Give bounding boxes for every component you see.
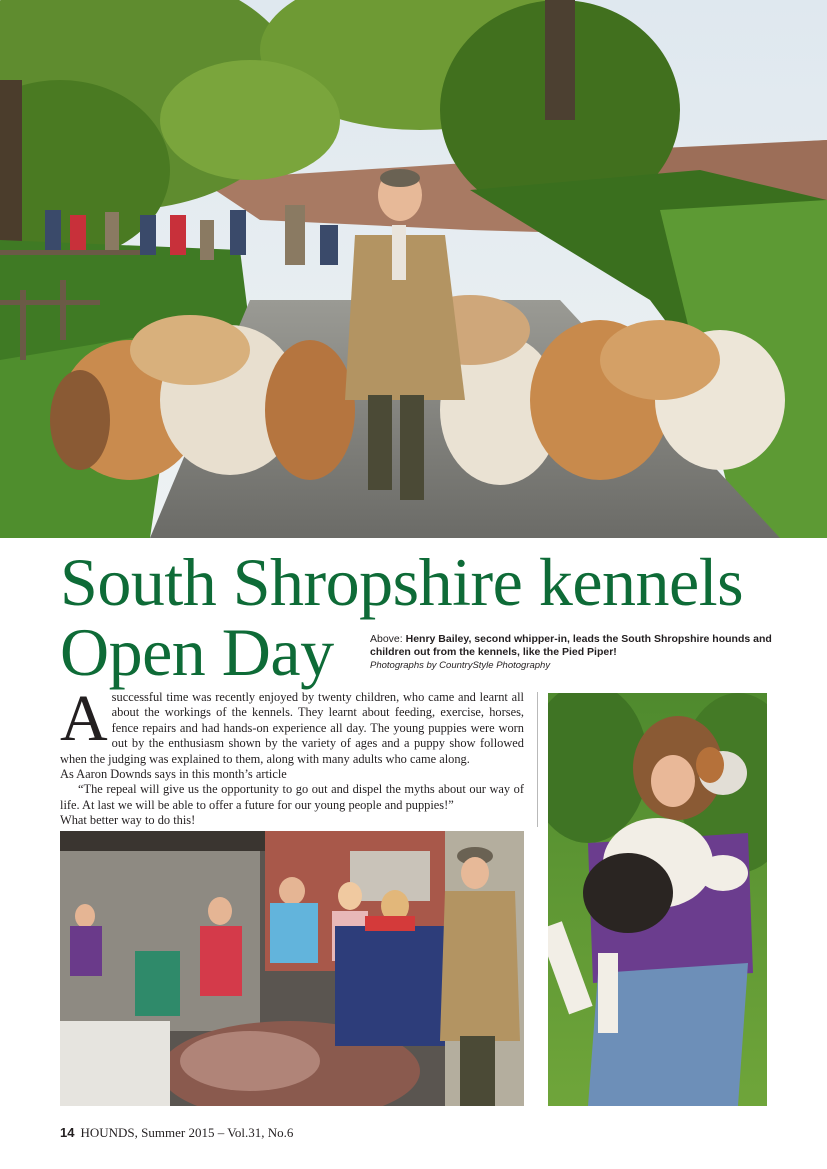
caption-text: Henry Bailey, second whipper-in, leads the South Shropshire hounds and children out from the kennels, like the Pied Piper! bbox=[370, 633, 772, 658]
caption-label: Above: bbox=[370, 633, 406, 645]
drop-cap: A bbox=[60, 682, 108, 755]
page-title-line-1: South Shropshire kennels bbox=[60, 544, 744, 620]
article-paragraph-1 bbox=[60, 682, 524, 767]
column-divider bbox=[537, 692, 538, 827]
article-closing: What better way to do this! bbox=[60, 813, 196, 828]
page-title-line-2: Open Day bbox=[60, 614, 334, 690]
article-para1-text: successful time was recently enjoyed by twenty children, who came and learnt all about the workings of the kennels. They learnt about feeding, exercise, horses, fence repairs and had hands-on experience all day. The young puppies were worn out by the enthusiasm shown by the variety of ages and a puppy show followed when the judging was explained to them, along with many adults who came along. bbox=[60, 690, 524, 766]
article-body bbox=[60, 682, 524, 829]
photo-girl-with-puppy bbox=[548, 693, 767, 1106]
publication-info: HOUNDS, Summer 2015 – Vol.31, No.6 bbox=[80, 1125, 294, 1140]
hero-photo-hounds-lane bbox=[0, 0, 827, 538]
photo-credit: Photographs by CountryStyle Photography bbox=[370, 660, 551, 671]
article-paragraph-2: As Aaron Downds says in this month’s article bbox=[60, 767, 287, 782]
article-quote: “The repeal will give us the opportunity to go out and dispel the myths about our way of life. At last we will be able to offer a future for our young people and puppies!” bbox=[60, 782, 524, 812]
hero-caption bbox=[370, 633, 790, 672]
photo-children-kennel-yard bbox=[60, 831, 524, 1106]
page-number: 14 bbox=[60, 1125, 75, 1140]
page-footer bbox=[60, 1125, 293, 1141]
